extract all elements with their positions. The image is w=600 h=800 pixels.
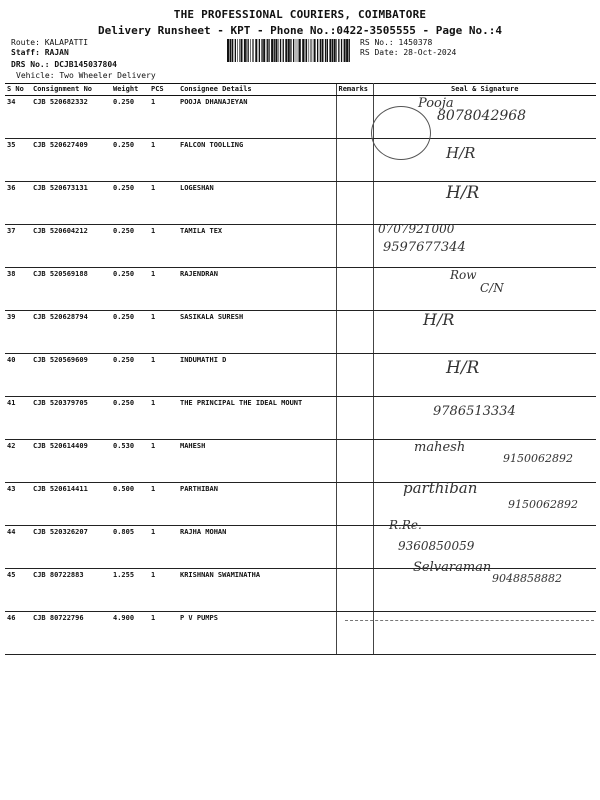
cell-consignee: RAJENDRAN — [178, 268, 336, 311]
table-row — [5, 139, 596, 182]
cell-sno: 37 — [5, 225, 31, 268]
col-sno: S No — [5, 84, 31, 96]
table-row — [5, 268, 596, 311]
cell-sno: 45 — [5, 569, 31, 612]
signature-text: Row — [450, 268, 477, 282]
cell-weight: 4.900 — [111, 612, 149, 655]
cell-seal-signature — [373, 612, 596, 655]
table-header — [5, 84, 596, 96]
cell-weight: 0.250 — [111, 96, 149, 139]
barcode-image — [227, 39, 350, 62]
signature-text: H/R — [423, 310, 455, 329]
cell-remarks — [336, 182, 373, 225]
staff-line — [11, 48, 69, 58]
table-row — [5, 182, 596, 225]
signature-text: 9150062892 — [503, 452, 573, 465]
cell-consignee: POOJA DHANAJEYAN — [178, 96, 336, 139]
signature-text: 8078042968 — [437, 108, 527, 124]
route-line — [11, 38, 88, 48]
rs-date-label: RS Date: — [360, 48, 399, 57]
cell-remarks — [336, 397, 373, 440]
cell-cno: CJB 520628794 — [31, 311, 111, 354]
signature-text: C/N — [480, 281, 504, 295]
cell-weight: 1.255 — [111, 569, 149, 612]
table-row — [5, 225, 596, 268]
table-row — [5, 354, 596, 397]
cell-remarks — [336, 569, 373, 612]
cell-pcs: 1 — [149, 397, 178, 440]
cell-cno: CJB 520569188 — [31, 268, 111, 311]
cell-pcs: 1 — [149, 139, 178, 182]
cell-cno: CJB 520604212 — [31, 225, 111, 268]
cell-remarks — [336, 483, 373, 526]
cell-cno: CJB 80722796 — [31, 612, 111, 655]
cell-sno: 35 — [5, 139, 31, 182]
cell-pcs: 1 — [149, 96, 178, 139]
rs-no-label: RS No.: — [360, 38, 394, 47]
cell-consignee: KRISHNAN SWAMINATHA — [178, 569, 336, 612]
table-body — [5, 96, 596, 655]
staff-value: RAJAN — [44, 48, 69, 57]
drs-label: DRS No.: — [11, 60, 50, 69]
cell-cno: CJB 520379705 — [31, 397, 111, 440]
cell-remarks — [336, 354, 373, 397]
cell-seal-signature — [373, 182, 596, 225]
runsheet-table — [5, 83, 596, 655]
cell-consignee: MAHESH — [178, 440, 336, 483]
cell-sno: 38 — [5, 268, 31, 311]
cell-weight: 0.250 — [111, 397, 149, 440]
cell-consignee: P V PUMPS — [178, 612, 336, 655]
cell-weight: 0.250 — [111, 354, 149, 397]
sheet-subtitle: Delivery Runsheet - KPT - Phone No.:0422-3505555 - Page No.:4 — [98, 24, 502, 37]
signature-text: R.Re. — [389, 518, 422, 532]
cell-weight: 0.250 — [111, 225, 149, 268]
cell-cno: CJB 520682332 — [31, 96, 111, 139]
cell-pcs: 1 — [149, 354, 178, 397]
cell-pcs: 1 — [149, 268, 178, 311]
col-pcs: PCS — [149, 84, 178, 96]
rs-no-line — [360, 38, 432, 48]
cell-sno: 34 — [5, 96, 31, 139]
cell-sno: 44 — [5, 526, 31, 569]
cell-sno: 43 — [5, 483, 31, 526]
rs-date-value: 28-Oct-2024 — [403, 48, 457, 57]
cell-pcs: 1 — [149, 526, 178, 569]
signature-text: 9786513334 — [433, 404, 516, 419]
col-consignment: Consignment No — [31, 84, 111, 96]
cell-consignee: THE PRINCIPAL THE IDEAL MOUNT — [178, 397, 336, 440]
cell-pcs: 1 — [149, 311, 178, 354]
route-value: KALAPATTI — [44, 38, 89, 47]
signature-text: H/R — [446, 358, 480, 378]
cell-weight: 0.250 — [111, 182, 149, 225]
cell-seal-signature — [373, 311, 596, 354]
cell-pcs: 1 — [149, 440, 178, 483]
drs-value: DCJB145037804 — [54, 60, 117, 69]
cell-sno: 39 — [5, 311, 31, 354]
cell-remarks — [336, 139, 373, 182]
cell-pcs: 1 — [149, 612, 178, 655]
cell-cno: CJB 520614409 — [31, 440, 111, 483]
signature-text: Selvaraman — [413, 560, 492, 575]
vehicle-label: Vehicle: — [16, 71, 55, 80]
cell-weight: 0.250 — [111, 268, 149, 311]
cell-consignee: SASIKALA SURESH — [178, 311, 336, 354]
vehicle-line — [16, 71, 156, 81]
cell-weight: 0.250 — [111, 311, 149, 354]
table-row — [5, 526, 596, 569]
cell-remarks — [336, 311, 373, 354]
cell-pcs: 1 — [149, 182, 178, 225]
cell-cno: CJB 520627409 — [31, 139, 111, 182]
drs-line — [11, 60, 117, 70]
cell-pcs: 1 — [149, 225, 178, 268]
signature-text: 0707921000 — [378, 222, 455, 236]
courier-stamp-seal — [371, 106, 431, 160]
cell-remarks — [336, 440, 373, 483]
cell-weight: 0.530 — [111, 440, 149, 483]
cell-sno: 46 — [5, 612, 31, 655]
cell-sno: 36 — [5, 182, 31, 225]
col-seal-signature: Seal & Signature — [373, 84, 596, 96]
cell-pcs: 1 — [149, 483, 178, 526]
rs-no-value: 1450378 — [398, 38, 433, 47]
cell-consignee: LOGESHAN — [178, 182, 336, 225]
cell-remarks — [336, 96, 373, 139]
table-row — [5, 612, 596, 655]
cell-sno: 40 — [5, 354, 31, 397]
signature-text: H/R — [446, 183, 480, 203]
cell-pcs: 1 — [149, 569, 178, 612]
col-weight: Weight — [111, 84, 149, 96]
signature-text: mahesh — [414, 440, 466, 455]
col-consignee: Consignee Details — [178, 84, 336, 96]
cell-remarks — [336, 526, 373, 569]
cell-cno: CJB 520569609 — [31, 354, 111, 397]
signature-text: H/R — [446, 144, 476, 162]
cut-line-divider — [345, 620, 594, 621]
signature-text: parthiban — [403, 479, 478, 497]
signature-text: 9048858882 — [492, 572, 562, 585]
cell-remarks — [336, 612, 373, 655]
col-remarks: Remarks — [336, 84, 373, 96]
rs-date-line — [360, 48, 456, 58]
cell-cno: CJB 520673131 — [31, 182, 111, 225]
cell-consignee: PARTHIBAN — [178, 483, 336, 526]
cell-weight: 0.500 — [111, 483, 149, 526]
cell-cno: CJB 80722883 — [31, 569, 111, 612]
cell-remarks — [336, 268, 373, 311]
cell-cno: CJB 520614411 — [31, 483, 111, 526]
cell-consignee: FALCON TOOLLING — [178, 139, 336, 182]
cell-weight: 0.805 — [111, 526, 149, 569]
staff-label: Staff: — [11, 48, 40, 57]
cell-remarks — [336, 225, 373, 268]
cell-consignee: TAMILA TEX — [178, 225, 336, 268]
cell-seal-signature — [373, 354, 596, 397]
cell-consignee: INDUMATHI D — [178, 354, 336, 397]
signature-text: Pooja — [418, 96, 454, 111]
cell-cno: CJB 520326207 — [31, 526, 111, 569]
cell-consignee: RAJHA MOHAN — [178, 526, 336, 569]
cell-sno: 41 — [5, 397, 31, 440]
table-row — [5, 311, 596, 354]
signature-text: 9360850059 — [398, 539, 475, 553]
vehicle-value: Two Wheeler Delivery — [59, 71, 156, 80]
signature-text: 9597677344 — [383, 240, 466, 255]
cell-weight: 0.250 — [111, 139, 149, 182]
signature-text: 9150062892 — [508, 498, 578, 511]
route-label: Route: — [11, 38, 40, 47]
sheet-title: THE PROFESSIONAL COURIERS, COIMBATORE — [173, 8, 427, 21]
cell-sno: 42 — [5, 440, 31, 483]
